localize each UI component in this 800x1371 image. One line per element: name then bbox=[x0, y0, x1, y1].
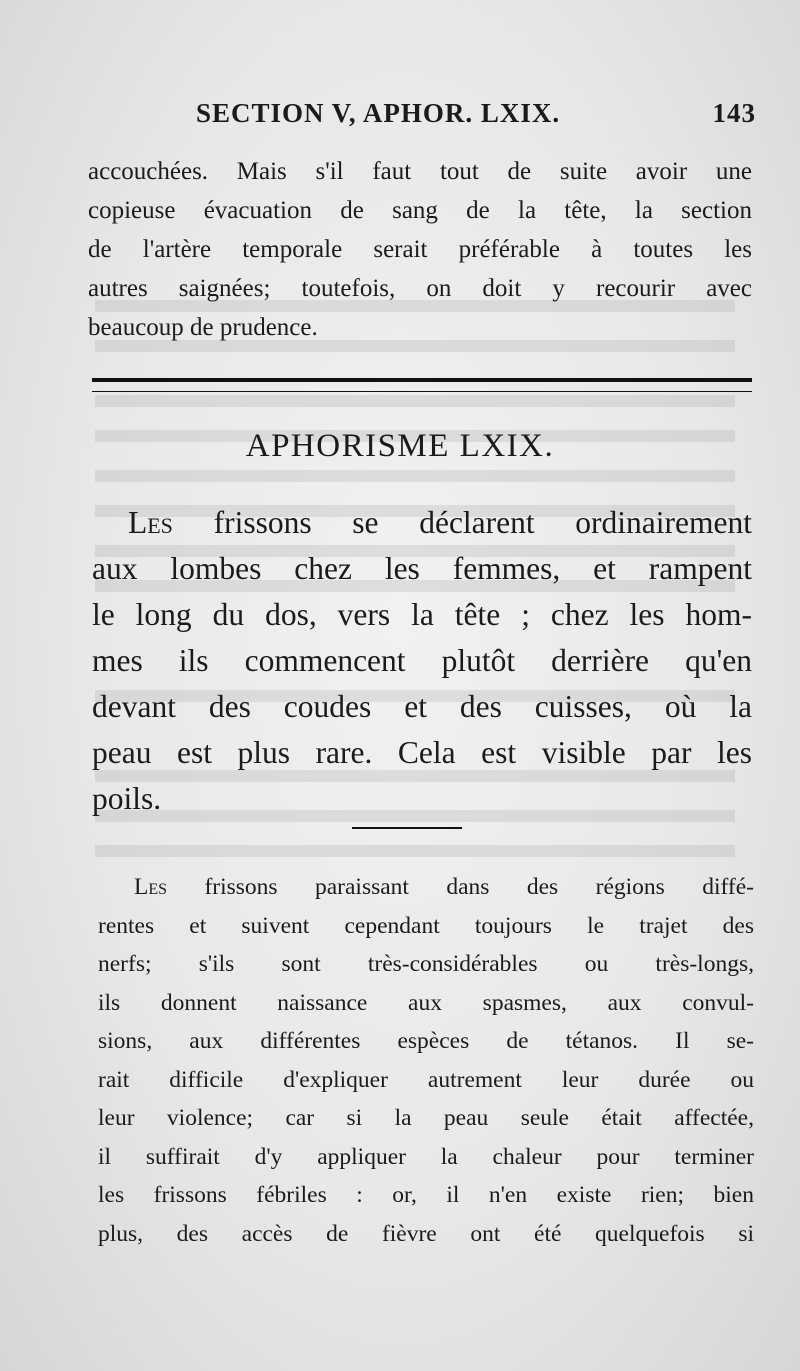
text-line: autres saignées; toutefois, on doit y recourir avec bbox=[88, 275, 752, 302]
text-line: il suffirait d'y appliquer la chaleur pour terminer bbox=[98, 1143, 754, 1170]
text-line: poils. bbox=[92, 781, 162, 816]
text-line: mes ils commencent plutôt derrière qu'en bbox=[92, 643, 752, 678]
text-line bbox=[98, 868, 754, 907]
text-line: nerfs; s'ils sont très-considérables ou très-longs, bbox=[98, 951, 754, 977]
text-line: copieuse évacuation de sang de la tête, la section bbox=[88, 197, 752, 224]
running-head-title: SECTION V, APHOR. LXIX. bbox=[196, 98, 561, 128]
text-line bbox=[92, 500, 752, 546]
text-line: peau est plus rare. Cela est visible par les bbox=[92, 735, 752, 770]
text-line: le long du dos, vers la tête ; chez les hom- bbox=[92, 597, 752, 632]
commentary-paragraph bbox=[98, 868, 754, 1253]
text-line-rest: frissons se déclarent ordinairement bbox=[172, 505, 752, 540]
section-divider-rule bbox=[92, 378, 752, 392]
text-line: accouchées. Mais s'il faut tout de suite avoir une bbox=[88, 158, 752, 185]
text-line: ils donnent naissance aux spasmes, aux convul- bbox=[98, 989, 754, 1016]
aphorism-text bbox=[92, 500, 752, 822]
text-line: rait difficile d'expliquer autrement leur durée ou bbox=[98, 1066, 754, 1093]
lead-word-small-caps: Les bbox=[128, 505, 173, 540]
text-line: devant des coudes et des cuisses, où la bbox=[92, 689, 752, 724]
text-line: sions, aux différentes espèces de tétanos. Il se- bbox=[98, 1028, 754, 1054]
aphorism-heading: APHORISME LXIX. bbox=[245, 428, 555, 464]
text-line: leur violence; car si la peau seule était affectée, bbox=[98, 1105, 754, 1131]
text-line: plus, des accès de fièvre ont été quelquefois si bbox=[98, 1220, 754, 1247]
text-line: beaucoup de prudence. bbox=[88, 314, 318, 341]
carry-over-paragraph bbox=[88, 152, 752, 347]
text-line: rentes et suivent cependant toujours le trajet des bbox=[98, 912, 754, 939]
text-line-rest: frissons paraissant dans des régions diffé- bbox=[167, 874, 754, 900]
lead-word-small-caps: Les bbox=[134, 874, 168, 900]
page-number: 143 bbox=[712, 98, 756, 128]
text-line: les frissons fébriles : or, il n'en existe rien; bien bbox=[98, 1182, 754, 1208]
commentary-divider-rule bbox=[352, 827, 462, 829]
text-line: aux lombes chez les femmes, et rampent bbox=[92, 551, 752, 586]
text-line: de l'artère temporale serait préférable à toutes les bbox=[88, 236, 752, 263]
